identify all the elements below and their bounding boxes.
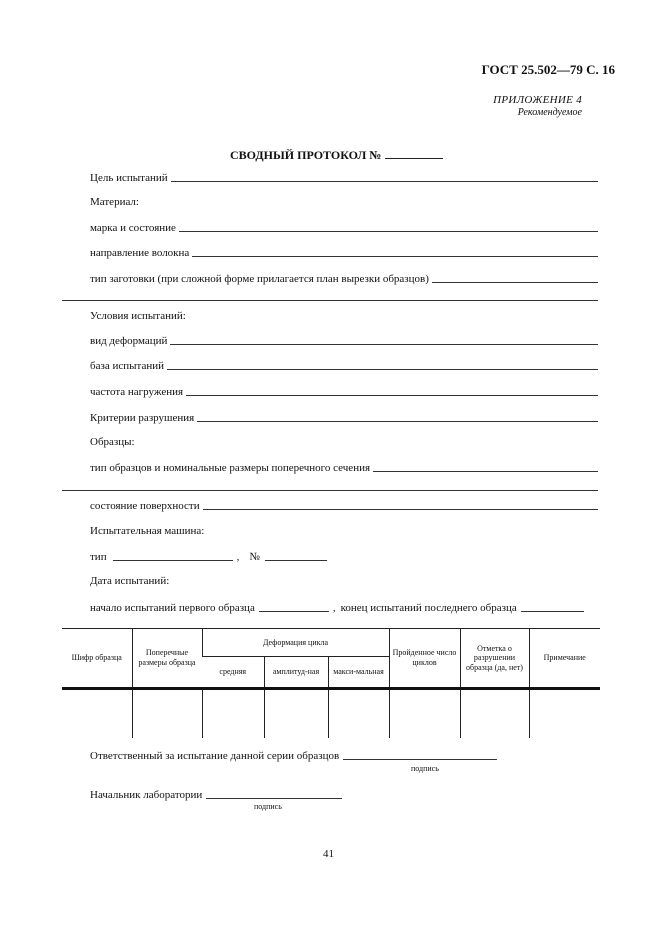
grade-line[interactable]	[90, 221, 598, 234]
base-label: база испытаний	[90, 360, 164, 372]
base-blank[interactable]	[167, 359, 598, 370]
deformation-blank[interactable]	[170, 334, 598, 345]
blank-type-continuation-rule[interactable]	[62, 300, 598, 301]
table-cell[interactable]	[132, 689, 202, 739]
goal-label: Цель испытаний	[90, 172, 168, 184]
criteria-line[interactable]	[90, 411, 598, 424]
surface-label: состояние поверхности	[90, 500, 200, 512]
deformation-line[interactable]	[90, 334, 598, 347]
blank-type-line[interactable]	[90, 272, 598, 285]
head-signature-label: подпись	[254, 802, 282, 811]
responsible-line[interactable]	[90, 749, 497, 762]
sub-amp-header: амплитуд-ная	[264, 657, 328, 689]
table-cell[interactable]	[62, 689, 132, 739]
goal-blank[interactable]	[171, 171, 598, 182]
results-table	[62, 628, 600, 738]
appendix-title: ПРИЛОЖЕНИЕ 4	[493, 94, 582, 106]
surface-blank[interactable]	[203, 499, 598, 510]
fiber-blank[interactable]	[192, 246, 598, 257]
head-line[interactable]	[90, 788, 342, 801]
table-cell[interactable]	[264, 689, 328, 739]
appendix-subtitle: Рекомендуемое	[517, 107, 582, 118]
protocol-title	[230, 148, 443, 163]
table-row	[62, 689, 600, 739]
frequency-blank[interactable]	[186, 385, 598, 396]
deformation-label: вид деформаций	[90, 335, 168, 347]
goal-line[interactable]	[90, 171, 598, 184]
responsible-label: Ответственный за испытание данной серии образцов	[90, 750, 340, 762]
sub-mean-header: средняя	[202, 657, 264, 689]
col-code-header: Шифр образца	[62, 629, 132, 689]
sample-type-continuation-rule[interactable]	[62, 490, 598, 491]
grade-blank[interactable]	[179, 221, 598, 232]
test-dates-line[interactable]	[90, 601, 584, 614]
head-label: Начальник лаборатории	[90, 789, 203, 801]
machine-heading: Испытательная машина:	[90, 525, 205, 537]
sample-type-blank[interactable]	[373, 461, 598, 472]
responsible-signature-label: подпись	[411, 764, 439, 773]
sub-max-header: макси-мальная	[328, 657, 389, 689]
col-failure-header: Отметка о разрушении образца (да, нет)	[460, 629, 529, 689]
table-cell[interactable]	[202, 689, 264, 739]
machine-type-label: тип	[90, 551, 107, 563]
table-cell[interactable]	[460, 689, 529, 739]
machine-type-line[interactable]	[90, 550, 327, 563]
blank-type-blank[interactable]	[432, 272, 598, 283]
col-note-header: Примечание	[529, 629, 600, 689]
col-dims-header: Поперечные размеры образца	[132, 629, 202, 689]
frequency-line[interactable]	[90, 385, 598, 398]
col-cycles-header: Пройденное число циклов	[389, 629, 460, 689]
fiber-line[interactable]	[90, 246, 598, 259]
col-deform-header: Деформация цикла	[202, 629, 389, 657]
end-blank[interactable]	[521, 601, 584, 612]
start-label: начало испытаний первого образца	[90, 602, 255, 614]
machine-comma: ,	[236, 551, 240, 563]
responsible-signature-blank[interactable]	[343, 749, 497, 760]
grade-label: марка и состояние	[90, 222, 176, 234]
machine-number-blank[interactable]	[265, 550, 327, 561]
fiber-label: направление волокна	[90, 247, 190, 259]
dates-comma: ,	[332, 602, 336, 614]
sample-type-label: тип образцов и номинальные размеры поперечного сечения	[90, 462, 371, 474]
machine-type-blank[interactable]	[113, 550, 233, 561]
surface-line[interactable]	[90, 499, 598, 512]
blank-type-label: тип заготовки (при сложной форме прилагается план вырезки образцов)	[90, 273, 429, 285]
head-signature-blank[interactable]	[206, 788, 342, 799]
machine-number-label: №	[249, 551, 260, 563]
start-blank[interactable]	[259, 601, 329, 612]
table-cell[interactable]	[529, 689, 600, 739]
document-code: ГОСТ 25.502—79 С. 16	[481, 62, 615, 77]
end-label: конец испытаний последнего образца	[340, 602, 517, 614]
criteria-blank[interactable]	[197, 411, 598, 422]
protocol-number-blank[interactable]	[385, 148, 443, 159]
protocol-title-text: СВОДНЫЙ ПРОТОКОЛ №	[230, 148, 382, 162]
sample-type-line[interactable]	[90, 461, 598, 474]
table-cell[interactable]	[328, 689, 389, 739]
criteria-label: Критерии разрушения	[90, 412, 195, 424]
material-heading: Материал:	[90, 196, 139, 208]
table-cell[interactable]	[389, 689, 460, 739]
frequency-label: частота нагружения	[90, 386, 184, 398]
conditions-heading: Условия испытаний:	[90, 310, 186, 322]
samples-heading: Образцы:	[90, 436, 135, 448]
base-line[interactable]	[90, 359, 598, 372]
page-number: 41	[323, 848, 334, 860]
date-heading: Дата испытаний:	[90, 575, 170, 587]
